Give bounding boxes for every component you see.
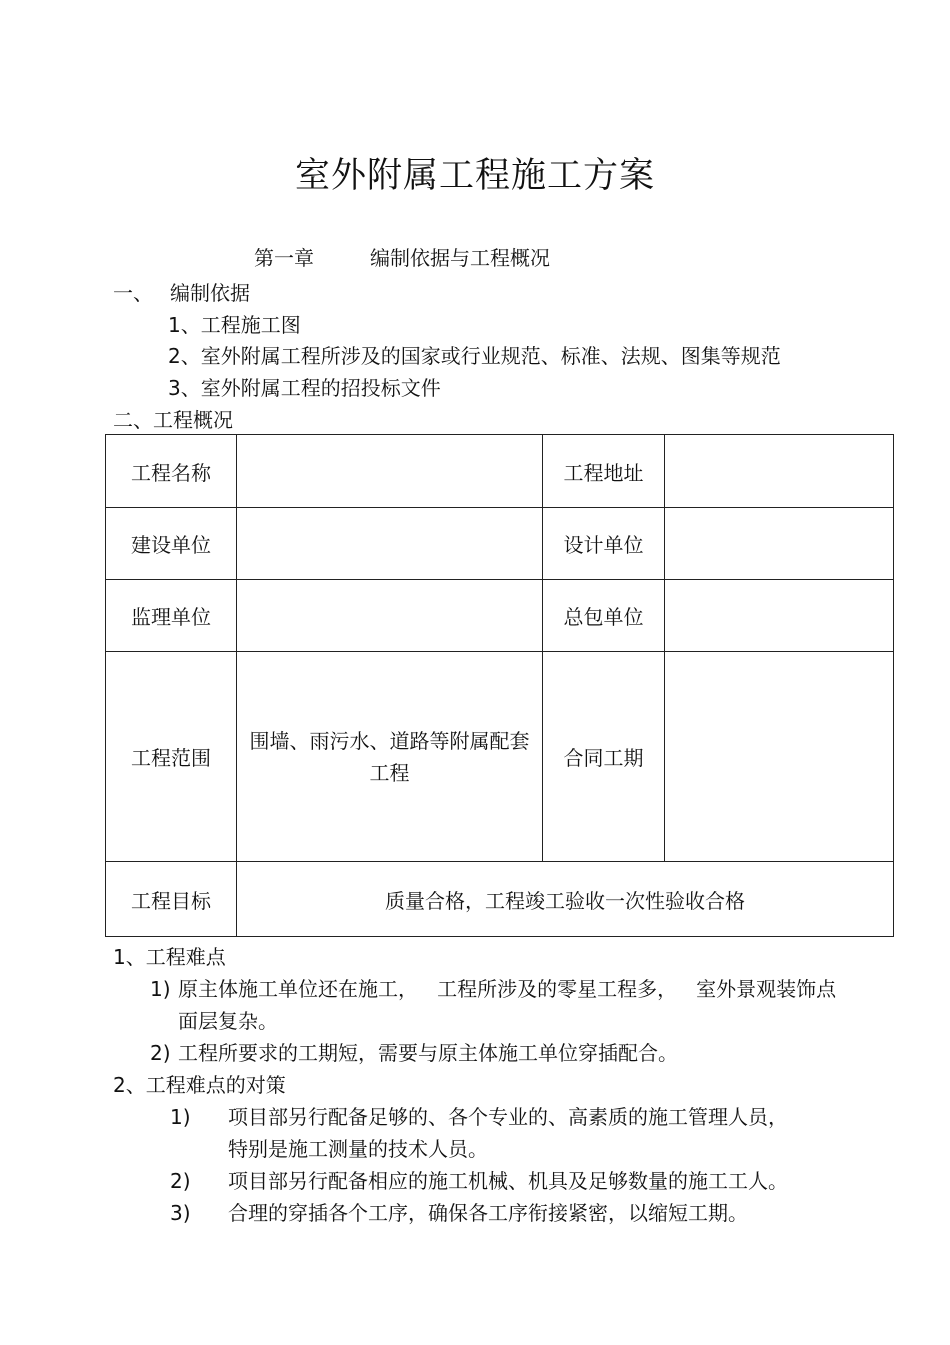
table-cell-label: 工程目标 bbox=[106, 862, 237, 937]
countermeasure-3-line1: 合理的穿插各个工序，确保各工序衔接紧密，以缩短工期。 bbox=[228, 1201, 748, 1225]
document-title: 室外附属工程施工方案 bbox=[294, 156, 655, 196]
table-cell-label: 合同工期 bbox=[543, 652, 665, 862]
table-cell-label: 建设单位 bbox=[106, 508, 237, 580]
table-cell-value bbox=[237, 508, 543, 580]
difficulty-1-line1: 原主体施工单位还在施工， 工程所涉及的零星工程多， 室外景观装饰点 bbox=[178, 977, 837, 1001]
table-cell-value bbox=[237, 435, 543, 508]
table-cell-value bbox=[665, 652, 894, 862]
table-cell-value bbox=[665, 508, 894, 580]
countermeasure-1-number: 1) bbox=[170, 1105, 191, 1129]
difficulty-1-number: 1) bbox=[150, 977, 171, 1001]
table-cell-label: 工程地址 bbox=[543, 435, 665, 508]
table-cell-label: 总包单位 bbox=[543, 580, 665, 652]
table-cell-value: 质量合格，工程竣工验收一次性验收合格 bbox=[237, 862, 894, 937]
table-cell-value bbox=[665, 580, 894, 652]
chapter-title: 编制依据与工程概况 bbox=[370, 246, 550, 270]
table-row bbox=[106, 580, 894, 652]
project-overview-table bbox=[105, 434, 894, 937]
table-row bbox=[106, 435, 894, 508]
difficulty-2-line1: 工程所要求的工期短，需要与原主体施工单位穿插配合。 bbox=[178, 1041, 678, 1065]
countermeasures-heading: 2、工程难点的对策 bbox=[113, 1073, 286, 1097]
table-cell-value bbox=[237, 580, 543, 652]
chapter-number: 第一章 bbox=[254, 246, 314, 270]
table-cell-value bbox=[665, 435, 894, 508]
table-cell-label: 设计单位 bbox=[543, 508, 665, 580]
table-row bbox=[106, 508, 894, 580]
countermeasure-2-line1: 项目部另行配备相应的施工机械、机具及足够数量的施工工人。 bbox=[228, 1169, 788, 1193]
table-row bbox=[106, 652, 894, 862]
countermeasure-1-line1: 项目部另行配备足够的、各个专业的、高素质的施工管理人员， bbox=[228, 1105, 788, 1129]
difficulty-2-number: 2) bbox=[150, 1041, 171, 1065]
basis-item-2: 2、室外附属工程所涉及的国家或行业规范、标准、法规、图集等规范 bbox=[168, 344, 781, 368]
countermeasure-1-line2: 特别是施工测量的技术人员。 bbox=[228, 1137, 488, 1161]
countermeasure-3-number: 3) bbox=[170, 1201, 191, 1225]
table-cell-value: 围墙、雨污水、道路等附属配套工程 bbox=[237, 652, 543, 862]
table-row bbox=[106, 862, 894, 937]
difficulty-1-line2: 面层复杂。 bbox=[178, 1009, 278, 1033]
difficulties-heading: 1、工程难点 bbox=[113, 945, 226, 969]
section2-heading: 二、工程概况 bbox=[113, 408, 233, 432]
section1-number: 一、 bbox=[113, 281, 153, 305]
basis-item-1: 1、工程施工图 bbox=[168, 313, 301, 337]
table-cell-label: 工程范围 bbox=[106, 652, 237, 862]
table-cell-label: 工程名称 bbox=[106, 435, 237, 508]
countermeasure-2-number: 2) bbox=[170, 1169, 191, 1193]
table-cell-label: 监理单位 bbox=[106, 580, 237, 652]
section1-heading: 编制依据 bbox=[170, 281, 250, 305]
basis-item-3: 3、室外附属工程的招投标文件 bbox=[168, 376, 441, 400]
